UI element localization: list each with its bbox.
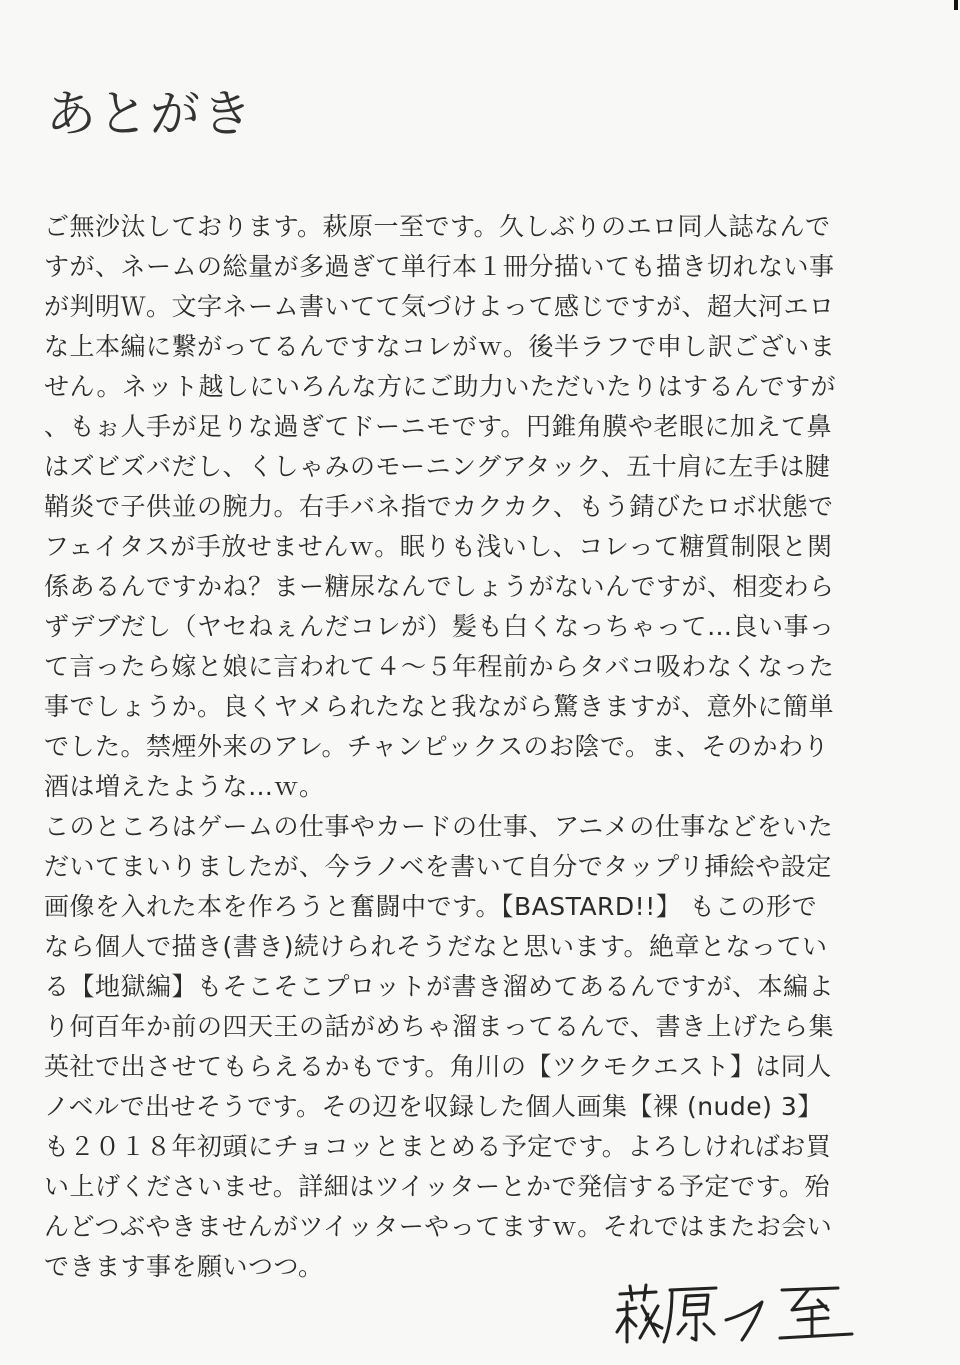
body-line: フェイタスが手放せませんｗ。眠りも浅いし、コレって糖質制限と関 <box>44 532 833 561</box>
body-line: 係あるんですかね？まー糖尿なんでしょうがないんですが、相変わら <box>44 572 835 601</box>
body-line: が判明Ｗ。文字ネーム書いてて気づけよって感じですが、超大河エロ <box>44 292 835 321</box>
body-line: なら個人で描き(書き)続けられそうだなと思います。絶章となってい <box>44 932 828 961</box>
body-line: んどつぶやきませんがツイッターやってますｗ。それではまたお会い <box>44 1212 833 1241</box>
body-line: り何百年か前の四天王の話がめちゃ溜まってるんで、書き上げたら集 <box>44 1012 835 1041</box>
body-line: せん。ネット越しにいろんな方にご助力いただいたりはするんですが <box>44 372 837 401</box>
body-line: も２０１８年初頭にチョコッとまとめる予定です。よろしければお買 <box>44 1132 832 1161</box>
handwritten-signature <box>612 1280 862 1350</box>
body-line: 英社で出させてもらえるかもです。角川の【ツクモクエスト】は同人 <box>44 1052 832 1081</box>
body-line: ご無沙汰しております。萩原一至です。久しぶりのエロ同人誌なんで <box>44 212 831 241</box>
body-line: て言ったら嫁と娘に言われて４～５年程前からタバコ吸わなくなった <box>44 652 835 681</box>
body-line: ずデブだし（ヤセねぇんだコレが）髪も白くなっちゃって…良い事っ <box>44 612 835 641</box>
body-line: でした。禁煙外来のアレ。チャンピックスのお陰で。ま、そのかわり <box>44 732 830 761</box>
body-line: ノベルで出せそうです。その辺を収録した個人画集【裸 (nude) 3】 <box>44 1092 823 1121</box>
body-line: はズビズバだし、くしゃみのモーニングアタック、五十肩に左手は腱 <box>44 452 831 481</box>
body-line: な上本編に繋がってるんですなコレがｗ。後半ラフで申し訳ございま <box>44 332 836 361</box>
body-line: い上げくださいませ。詳細はツイッターとかで発信する予定です。殆 <box>44 1172 831 1201</box>
body-line: 事でしょうか。良くヤメられたなと我ながら驚きますが、意外に簡単 <box>44 692 835 721</box>
body-line: できます事を願いつつ。 <box>44 1252 324 1281</box>
page-corner-mark <box>954 0 958 10</box>
body-line: だいてまいりましたが、今ラノベを書いて自分でタップリ挿絵や設定 <box>44 852 832 881</box>
body-line: このところはゲームの仕事やカードの仕事、アニメの仕事などをいた <box>44 812 834 841</box>
body-line: すが、ネームの総量が多過ぎて単行本１冊分描いても描き切れない事 <box>44 252 835 281</box>
body-line: 画像を入れた本を作ろうと奮闘中です。【BASTARD!!】 もこの形で <box>44 892 818 921</box>
body-line: 酒は増えたような…ｗ。 <box>44 772 325 801</box>
body-line: る【地獄編】もそこそこプロットが書き溜めてあるんですが、本編よ <box>44 972 835 1001</box>
afterword-body <box>44 207 924 1287</box>
page-title: あとがき <box>46 85 254 143</box>
body-line: 鞘炎で子供並の腕力。右手バネ指でカクカク、もう錆びたロボ状態で <box>44 492 834 521</box>
body-line: 、もぉ人手が足りな過ぎてドーニモです。円錐角膜や老眼に加えて鼻 <box>44 412 833 441</box>
